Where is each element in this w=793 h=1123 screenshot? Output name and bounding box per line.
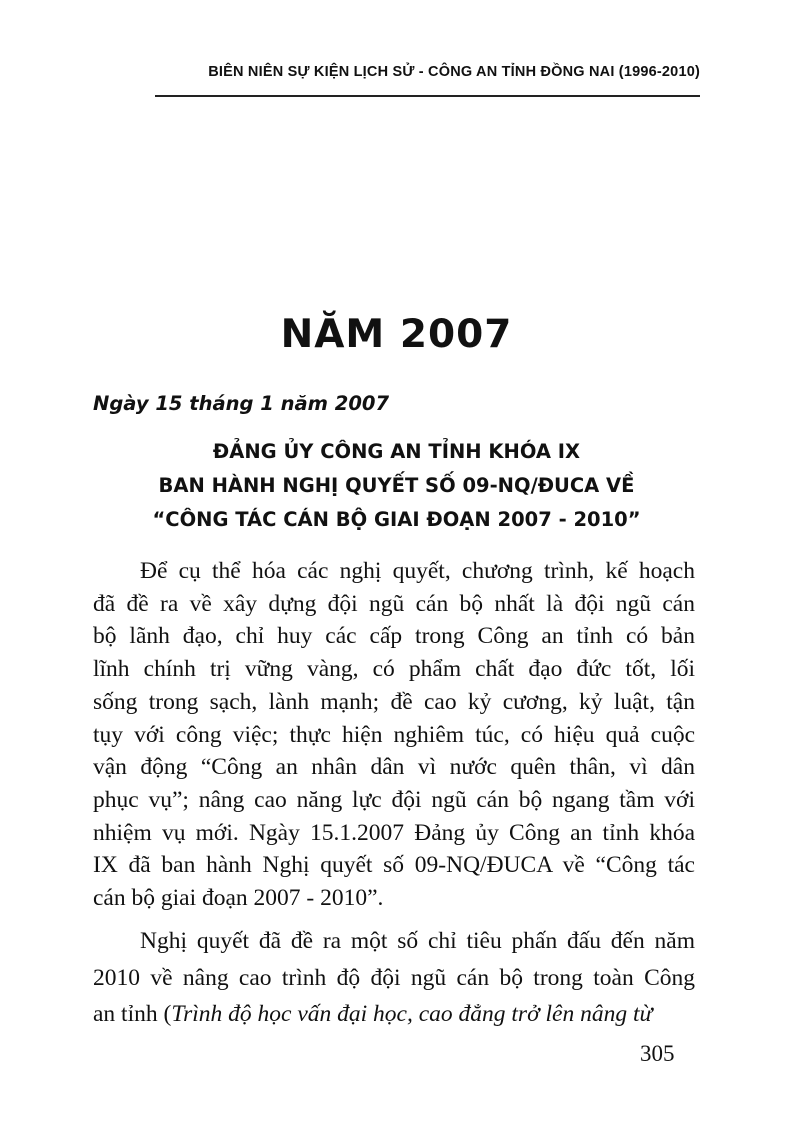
body-line: tụy với công việc; thực hiện nghiêm túc, có hiệu quả cuộc [93,721,695,748]
body-line: lĩnh chính trị vững vàng, có phẩm chất đạo đức tốt, lối [93,656,695,683]
body-line: phục vụ”; nâng cao năng lực đội ngũ cán bộ ngang tầm với [93,786,695,813]
page-number: 305 [640,1041,675,1066]
body-text-italic: Trình độ học vấn đại học, cao đẳng trở lên nâng từ [171,1001,653,1027]
body-line: Nghị quyết đã đề ra một số chỉ tiêu phấn đấu đến năm [140,928,695,954]
body-line: 2010 về nâng cao trình độ đội ngũ cán bộ trong toàn Công [93,964,695,991]
entry-title-line-1: ĐẢNG ỦY CÔNG AN TỈNH KHÓA IX [212,440,581,463]
body-line: vận động “Công an nhân dân vì nước quên thân, vì dân [93,754,695,781]
running-header: BIÊN NIÊN SỰ KIỆN LỊCH SỬ - CÔNG AN TỈNH ĐỒNG NAI (1996-2010) [208,64,700,80]
body-line: sống trong sạch, lành mạnh; đề cao kỷ cương, kỷ luật, tận [93,688,695,715]
body-text: an tỉnh ( [93,1001,172,1027]
body-line: cán bộ giai đoạn 2007 - 2010”. [93,885,384,911]
body-line: nhiệm vụ mới. Ngày 15.1.2007 Đảng ủy Công an tỉnh khóa [93,819,695,846]
body-line: đã đề ra về xây dựng đội ngũ cán bộ nhất là đội ngũ cán [93,590,695,617]
body-line: IX đã ban hành Nghị quyết số 09-NQ/ĐUCA về “Công tác [93,852,695,879]
header-rule [155,95,700,97]
entry-title-line-2: BAN HÀNH NGHỊ QUYẾT SỐ 09-NQ/ĐUCA VỀ [158,474,635,497]
entry-title-line-3: “CÔNG TÁC CÁN BỘ GIAI ĐOẠN 2007 - 2010” [152,508,641,531]
body-line [93,1000,695,1028]
year-heading: NĂM 2007 [280,312,513,357]
body-line: bộ lãnh đạo, chỉ huy các cấp trong Công an tỉnh có bản [93,623,695,650]
entry-date: Ngày 15 tháng 1 năm 2007 [93,392,390,415]
body-line: Để cụ thể hóa các nghị quyết, chương trình, kế hoạch [140,558,695,584]
